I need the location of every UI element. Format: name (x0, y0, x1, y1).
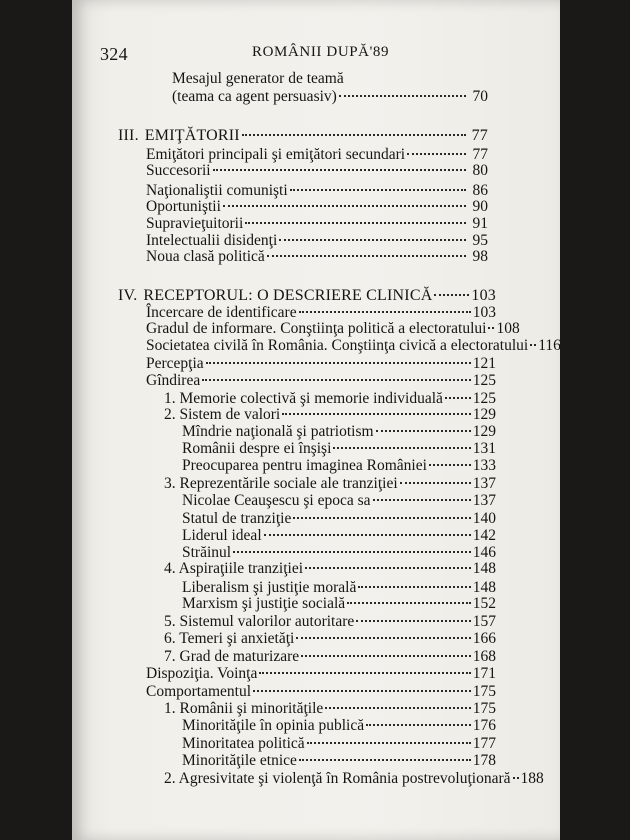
toc-entry (164, 768, 544, 790)
dot-leader (356, 620, 470, 622)
toc-entry-title: Gîndirea (146, 372, 201, 389)
dot-leader (376, 430, 471, 432)
dot-leader (513, 777, 519, 779)
dot-leader (299, 311, 471, 313)
toc-entry-title: Gradul de informare. Conştiinţa politică a electoratului (146, 320, 487, 337)
dot-leader (242, 134, 466, 136)
dot-leader (400, 482, 471, 484)
dot-leader (366, 724, 471, 726)
dot-leader (333, 447, 470, 449)
toc-entry-title: Minoritatea politică (182, 735, 305, 752)
toc-entry-title: Mîndrie naţională şi patriotism (182, 423, 374, 440)
toc-page-number: 95 (472, 232, 488, 249)
dot-leader (267, 255, 466, 257)
dot-leader (305, 567, 471, 569)
dot-leader (206, 362, 471, 364)
toc-page-number: 121 (472, 355, 496, 372)
dot-leader (245, 222, 466, 224)
toc-entry-title: Naţionaliştii comunişti (146, 182, 288, 199)
toc-entry-title: Societatea civilă în România. Conştiinţa civică a electoratului (146, 337, 529, 354)
chapter-number: III. (118, 127, 139, 144)
dot-leader (259, 672, 470, 674)
dot-leader (307, 742, 471, 744)
toc-entry-title: Dispoziţia. Voinţa (146, 665, 258, 682)
toc-entry-title: Nicolae Ceauşescu şi epoca sa (182, 492, 371, 509)
dot-leader (301, 655, 471, 657)
toc-page-number: 148 (472, 560, 496, 577)
toc-page-number: 98 (472, 248, 488, 265)
toc-page-number: 137 (472, 475, 496, 492)
dot-leader (296, 637, 470, 639)
toc-page-number: 175 (472, 683, 496, 700)
toc-entry-title: Liderul ideal (182, 527, 262, 544)
toc-entry-title: EMIŢĂTORII (144, 127, 240, 144)
dot-leader (293, 517, 470, 519)
toc-page-number: 171 (472, 665, 496, 682)
dot-leader (290, 189, 466, 191)
toc-entry-title: 2. Agresivitate şi violenţă în România postrevoluţionară (164, 770, 511, 787)
toc-entry-title: 5. Sistemul valorilor autoritare (164, 613, 355, 630)
toc-page-number: 146 (472, 544, 496, 561)
toc-entry-title: Percepţia (146, 355, 204, 372)
toc-page-number: 86 (472, 182, 488, 199)
toc-entry-title: Minorităţile în opinia publică (182, 717, 365, 734)
dot-leader (434, 294, 469, 296)
dot-leader (282, 413, 471, 415)
toc-page-number: 178 (472, 752, 496, 769)
toc-entry-title: Mesajul generator de teamă (172, 70, 344, 87)
toc-page-number: 176 (472, 717, 496, 734)
toc-page-number: 77 (471, 127, 488, 144)
toc-page-number: 131 (472, 440, 496, 457)
toc-entry-title: 4. Aspiraţiile tranziţiei (164, 560, 304, 577)
toc-page-number: 103 (471, 287, 496, 304)
toc-entry-title: RECEPTORUL: O DESCRIERE CLINICĂ (143, 287, 433, 304)
dot-leader (347, 602, 471, 604)
toc-entry-title: Străinul (182, 544, 232, 561)
toc-page-number: 116 (538, 337, 561, 354)
toc-page-number: 157 (472, 613, 496, 630)
toc-page-number: 103 (472, 304, 496, 321)
toc-entry-title: Comportamentul (146, 683, 252, 700)
toc-entry-title: Încercare de identificare (146, 304, 297, 321)
toc-entry-title: Noua clasă politică (146, 248, 265, 265)
toc-page-number: 177 (472, 735, 496, 752)
toc-page-number: 108 (496, 320, 520, 337)
dot-leader (358, 586, 470, 588)
dot-leader (373, 499, 471, 501)
toc-page-number: 125 (472, 390, 496, 407)
dot-leader (233, 551, 471, 553)
dot-leader (253, 690, 471, 692)
toc-page-number: 129 (472, 423, 496, 440)
toc-entry-title: Liberalism şi justiţie morală (182, 579, 357, 596)
toc-page-number: 129 (472, 406, 496, 423)
toc-page-number: 140 (472, 510, 496, 527)
toc-page-number: 175 (472, 700, 496, 717)
toc-entry-title: 3. Reprezentările sociale ale tranziţiei (164, 475, 398, 492)
toc-page-number: 137 (472, 492, 496, 509)
toc-page-number: 80 (472, 162, 488, 179)
chapter-number: IV. (118, 287, 138, 304)
dot-leader (223, 205, 466, 207)
toc-entry-title: Supravieţuitorii (146, 215, 244, 232)
dot-leader (279, 239, 466, 241)
toc-entry-title: 7. Grad de maturizare (164, 648, 300, 665)
toc-entry-title: Oportuniştii (146, 198, 221, 215)
toc-page-number: 148 (472, 579, 496, 596)
toc-page-number: 152 (472, 595, 496, 612)
toc-page-number: 168 (472, 648, 496, 665)
dot-leader (429, 464, 471, 466)
dot-leader (325, 707, 470, 709)
toc-page-number: 142 (472, 527, 496, 544)
toc-entry-title: Succesorii (146, 162, 211, 179)
toc-entry-title: Intelectualii disidenţi (146, 232, 278, 249)
dot-leader (530, 344, 536, 346)
toc-entry-title: Marxism şi justiţie socială (182, 595, 346, 612)
dot-leader (213, 169, 466, 171)
dot-leader (488, 327, 494, 329)
dot-leader (445, 397, 471, 399)
toc-entry-title: 6. Temeri şi anxietăţi (164, 630, 295, 647)
toc-entry (146, 160, 488, 182)
dot-leader (202, 379, 471, 381)
dot-leader (339, 95, 466, 97)
toc-entry-title: 1. Românii şi minorităţile (164, 700, 324, 717)
toc-entry-title: 1. Memorie colectivă şi memorie individuală (164, 390, 443, 407)
toc-page-number: 90 (472, 198, 488, 215)
dot-leader (264, 534, 471, 536)
toc-entry-title: Preocuparea pentru imaginea României (182, 457, 427, 474)
toc-entry-title: Românii despre ei înşişi (182, 440, 332, 457)
toc-entry-title: (teama ca agent persuasiv) (172, 88, 337, 105)
toc-entry-title: Minorităţile etnice (182, 752, 297, 769)
toc-page-number: 70 (472, 88, 488, 105)
toc-page-number: 77 (472, 146, 488, 163)
running-head: ROMÂNII DUPĂ'89 (252, 44, 390, 60)
toc-entry-title: Emiţători principali şi emiţători secundari (146, 146, 406, 163)
toc-entry-title: 2. Sistem de valori (164, 406, 281, 423)
toc-page-number: 133 (472, 457, 496, 474)
toc-entry-title: Statul de tranziţie (182, 510, 292, 527)
toc-entry (172, 86, 488, 108)
dot-leader (407, 153, 466, 155)
toc-page-number: 166 (472, 630, 496, 647)
toc-page-number: 125 (472, 372, 496, 389)
page-number: 324 (100, 44, 128, 64)
toc-page-number: 188 (520, 770, 544, 787)
toc-entry (146, 246, 488, 268)
toc-page-number: 91 (472, 215, 488, 232)
dot-leader (299, 759, 471, 761)
